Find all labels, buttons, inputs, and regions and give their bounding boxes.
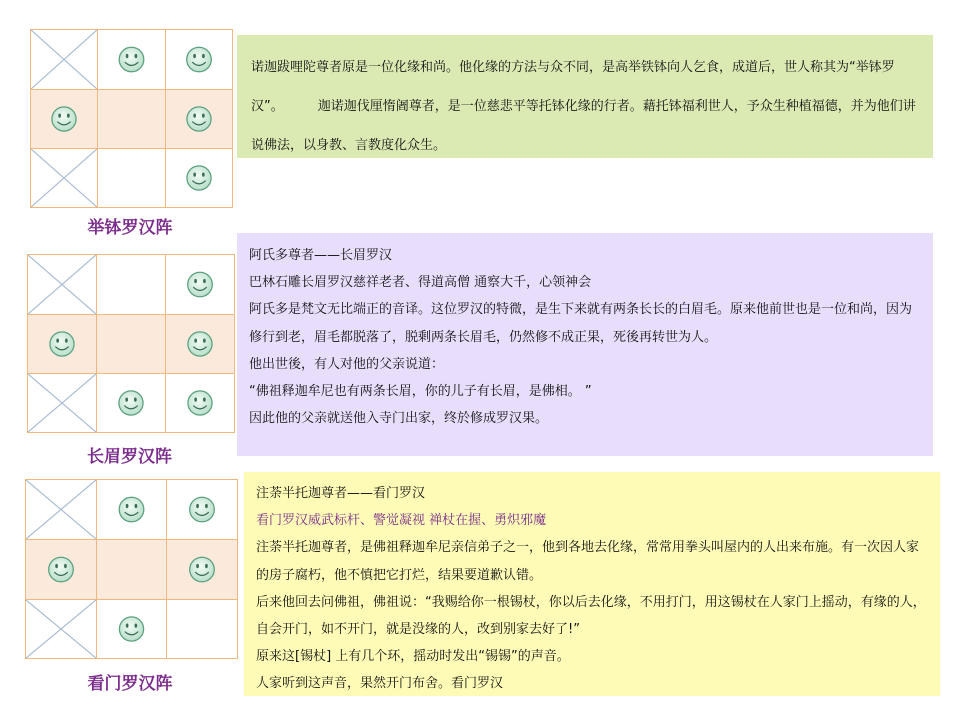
smiley-face-icon (166, 90, 233, 149)
smiley-face-icon (167, 540, 238, 600)
empty-cell (97, 315, 166, 374)
grid-label-jubo: 举钵罗汉阵 (87, 218, 173, 238)
text-box-changmei (237, 233, 933, 456)
empty-cell (98, 90, 166, 149)
empty-cell (97, 540, 167, 600)
empty-cell (98, 149, 166, 208)
smiley-face-icon (167, 480, 238, 540)
cross-mark-cell (26, 600, 97, 659)
smiley-face-icon (166, 149, 233, 208)
section-subtitle: 看门罗汉威武标杆、警觉凝视 禅杖在握、勇炽邪魔 (256, 513, 547, 529)
text-line: 他出世後，有人对他的父亲说道： (249, 356, 445, 372)
smiley-face-icon (166, 374, 235, 433)
grid-label-changmei: 长眉罗汉阵 (87, 447, 172, 467)
text-line: 因此他的父亲就送他入寺门出家，终於修成罗汉果。 (249, 411, 549, 427)
smiley-face-icon (166, 255, 235, 315)
smiley-face-icon (97, 480, 167, 540)
smiley-face-icon (166, 315, 235, 374)
paragraph-jubo-1: 诺迦跋哩陀尊者原是一位化缘和尚。他化缘的方法与众不同，是高举铁钵向人乞食，成道后，世人称其为“举钵罗汉”。 (251, 60, 895, 114)
text-line: 注荼半托迦尊者，是佛祖释迦牟尼亲信弟子之一，他到各地去化缘，常常用拳头叫屋内的人出来布施。有一次因人家的房子腐朽，他不慎把它打烂，结果要道歉认错。 (256, 540, 920, 583)
text-line: 巴林石雕长眉罗汉慈祥老者、得道高僧 通察大千，心领神会 (249, 275, 592, 291)
smiley-face-icon (97, 600, 167, 659)
section-title: 注荼半托迦尊者——看门罗汉 (256, 486, 426, 501)
text-line: “佛祖释迦牟尼也有两条长眉，你的儿子有长眉，是佛相。 ” (249, 384, 592, 400)
cross-mark-cell (28, 374, 97, 433)
grid-kanmen (25, 479, 238, 659)
paragraph-jubo-2: 迦诺迦伐厘惰阇尊者，是一位慈悲平等托钵化缘的行者。藉托钵福利世人，予众生种植福德，并为他们讲说佛法，以身教、言教度化众生。 (251, 99, 916, 153)
cross-mark-cell (31, 30, 98, 90)
cross-mark-cell (26, 480, 97, 540)
smiley-face-icon (31, 90, 98, 149)
smiley-face-icon (28, 315, 97, 374)
text-line: 阿氏多是梵文无比端正的音译。这位罗汉的特微，是生下来就有两条长长的白眉毛。原来他前世也是一位和尚，因为修行到老，眉毛都脱落了，脱剩两条长眉毛，仍然修不成正果，死後再转世为人。 (249, 302, 913, 345)
smiley-face-icon (97, 374, 166, 433)
text-line: 后来他回去问佛祖，佛祖说：“我赐给你一根锡杖，你以后去化缘，不用打门，用这锡杖在人家门上摇动，有缘的人，自会开门，如不开门，就是没缘的人，改到别家去好了!” (256, 594, 926, 638)
text-line: 阿氏多尊者——长眉罗汉 (249, 248, 393, 263)
text-box-kanmen (244, 472, 940, 696)
grid-changmei (27, 254, 235, 433)
smiley-face-icon (98, 30, 166, 90)
smiley-face-icon (26, 540, 97, 600)
text-box-jubo (237, 35, 933, 158)
grid-jubo (30, 29, 233, 208)
smiley-face-icon (166, 30, 233, 90)
cross-mark-cell (28, 255, 97, 315)
grid-label-kanmen: 看门罗汉阵 (87, 674, 173, 694)
cross-mark-cell (31, 149, 98, 208)
empty-cell (97, 255, 166, 315)
text-line: 人家听到这声音，果然开门布舍。看门罗汉 (256, 676, 504, 692)
empty-cell (167, 600, 238, 659)
text-line: 原来这[锡杖] 上有几个环，摇动时发出“锡锡”的声音。 (256, 649, 570, 665)
